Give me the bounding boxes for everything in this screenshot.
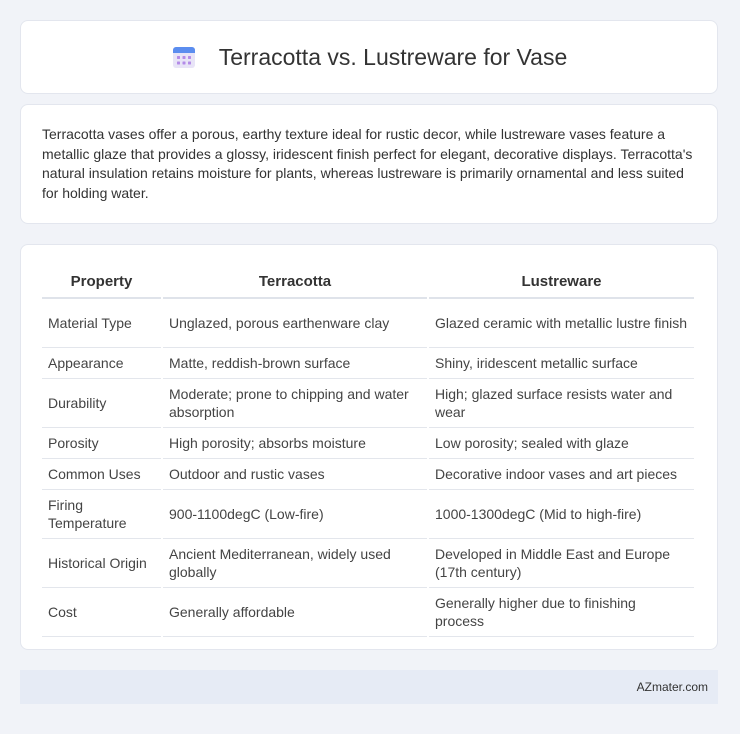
table-row [42,428,694,459]
table-row [42,539,694,588]
table-row [42,299,694,348]
intro-card [20,104,718,224]
lustreware-cell: Glazed ceramic with metallic lustre finish [429,299,694,348]
terracotta-cell: Matte, reddish-brown surface [163,348,427,379]
lustreware-cell: Shiny, iridescent metallic surface [429,348,694,379]
lustreware-cell: Low porosity; sealed with glaze [429,428,694,459]
terracotta-cell: Generally affordable [163,588,427,637]
property-cell: Cost [42,588,161,637]
property-cell: Durability [42,379,161,428]
table-row [42,379,694,428]
terracotta-cell: Moderate; prone to chipping and water absorption [163,379,427,428]
terracotta-cell: Outdoor and rustic vases [163,459,427,490]
terracotta-cell: Ancient Mediterranean, widely used globally [163,539,427,588]
property-cell: Firing Temperature [42,490,161,539]
terracotta-cell: High porosity; absorbs moisture [163,428,427,459]
property-cell: Historical Origin [42,539,161,588]
lustreware-cell: Decorative indoor vases and art pieces [429,459,694,490]
lustreware-cell: High; glazed surface resists water and wear [429,379,694,428]
terracotta-cell: Unglazed, porous earthenware clay [163,299,427,348]
footer [20,670,718,704]
header-property: Property [42,265,161,299]
property-cell: Material Type [42,299,161,348]
lustreware-cell: Generally higher due to finishing process [429,588,694,637]
lustreware-cell: Developed in Middle East and Europe (17th century) [429,539,694,588]
comparison-card [20,244,718,650]
property-cell: Common Uses [42,459,161,490]
header-terracotta: Terracotta [163,265,427,299]
intro-text: Terracotta vases offer a porous, earthy texture ideal for rustic decor, while lustreware vases feature a metallic glaze that provides a glossy, iridescent finish perfect for elegant, decorative displays. Terracotta's natural insulation retains moisture for plants, whereas lustreware is primarily ornamental and less suited for holding water. [42,126,693,201]
calendar-icon [171,44,197,70]
lustreware-cell: 1000-1300degC (Mid to high-fire) [429,490,694,539]
header-lustreware: Lustreware [429,265,694,299]
table-row [42,588,694,637]
page-title: Terracotta vs. Lustreware for Vase [218,43,568,70]
table-header-row [42,265,694,299]
table-row [42,459,694,490]
terracotta-cell: 900-1100degC (Low-fire) [163,490,427,539]
footer-brand: AZmater.com [636,680,708,694]
table-row [42,490,694,539]
comparison-table [40,265,696,637]
property-cell: Appearance [42,348,161,379]
title-card [20,20,718,94]
table-row [42,348,694,379]
property-cell: Porosity [42,428,161,459]
